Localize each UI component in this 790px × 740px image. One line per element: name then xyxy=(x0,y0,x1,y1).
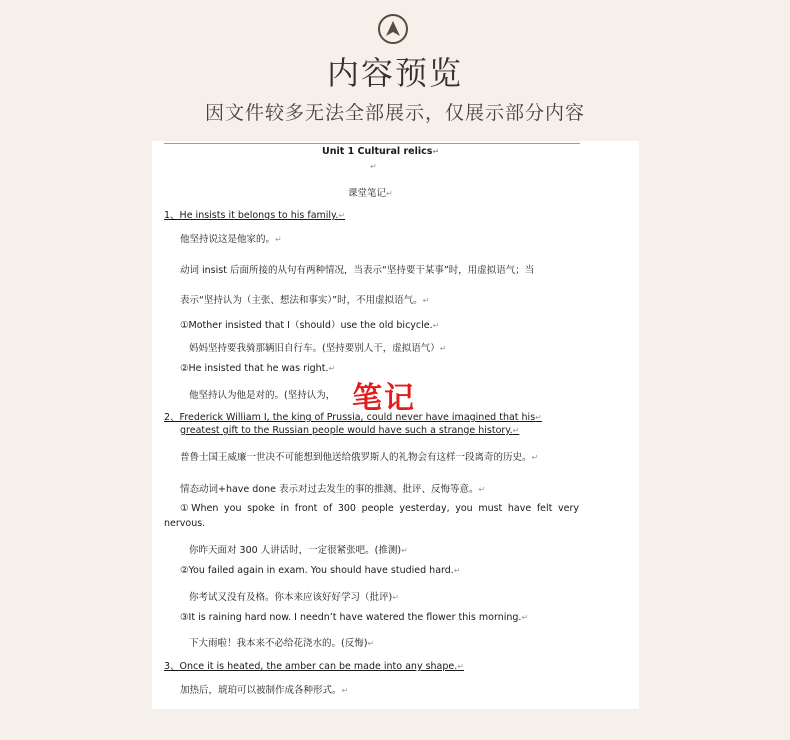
notes-watermark: 笔记 xyxy=(352,381,416,416)
doc-line: 2、Frederick William Ⅰ, the king of Prussia, could never have imagined that his↵ xyxy=(164,412,542,423)
doc-line: 1、He insists it belongs to his family.↵ xyxy=(164,210,346,221)
doc-line: 你昨天面对 300 人讲话时，一定很紧张吧。(推测)↵ xyxy=(189,545,408,556)
doc-line: nervous. xyxy=(164,518,206,529)
doc-line: 妈妈坚持要我骑那辆旧自行车。(坚持要别人干，虚拟语气）↵ xyxy=(189,343,447,354)
notes-title: 课堂笔记↵ xyxy=(348,188,393,199)
doc-line: 普鲁士国王威廉一世决不可能想到他送给俄罗斯人的礼物会有这样一段离奇的历史。↵ xyxy=(180,452,539,463)
doc-line: 下大雨啦！我本来不必给花浇水的。(反悔)↵ xyxy=(189,638,375,649)
doc-line: 他坚持认为他是对的。(坚持认为， xyxy=(189,390,336,401)
doc-line: ②You failed again in exam. You should have studied hard.↵ xyxy=(180,565,461,576)
doc-line: ①When you spoke in front of 300 people yesterday, you must have felt very xyxy=(180,503,579,514)
doc-line: 他坚持说这是他家的。↵ xyxy=(180,234,282,245)
doc-line: ③It is raining hard now. I needn’t have watered the flower this morning.↵ xyxy=(180,612,529,623)
page-title: 内容预览 xyxy=(326,54,463,92)
document-preview xyxy=(152,141,639,709)
header-rule xyxy=(164,143,580,144)
doc-line: ①Mother insisted that I（should）use the old bicycle.↵ xyxy=(180,320,440,331)
doc-line: 你考试又没有及格。你本来应该好好学习（批评)↵ xyxy=(189,592,399,603)
document-heading: Unit 1 Cultural relics↵ xyxy=(322,146,440,157)
doc-line: 加热后，琥珀可以被制作成各种形式。↵ xyxy=(180,685,349,696)
page-subtitle: 因文件较多无法全部展示，仅展示部分内容 xyxy=(204,102,585,124)
doc-line: ②He insisted that he was right.↵ xyxy=(180,363,336,374)
paragraph-mark: ↵ xyxy=(370,162,377,171)
doc-line: 3、Once it is heated, the amber can be made into any shape.↵ xyxy=(164,661,464,672)
doc-line: greatest gift to the Russian people would have such a strange history.↵ xyxy=(180,425,520,436)
preview-header xyxy=(0,0,790,140)
doc-line: 动词 insist 后面所接的从句有两种情况，当表示“坚持要干某事”时，用虚拟语气；当 xyxy=(180,265,535,276)
doc-line: 情态动词+have done 表示对过去发生的事的推测、批评、反悔等意。↵ xyxy=(180,484,486,495)
doc-line: 表示“坚持认为（主张、想法和事实）”时，不用虚拟语气。↵ xyxy=(180,295,430,306)
triangle-up-circle-icon xyxy=(378,14,408,44)
